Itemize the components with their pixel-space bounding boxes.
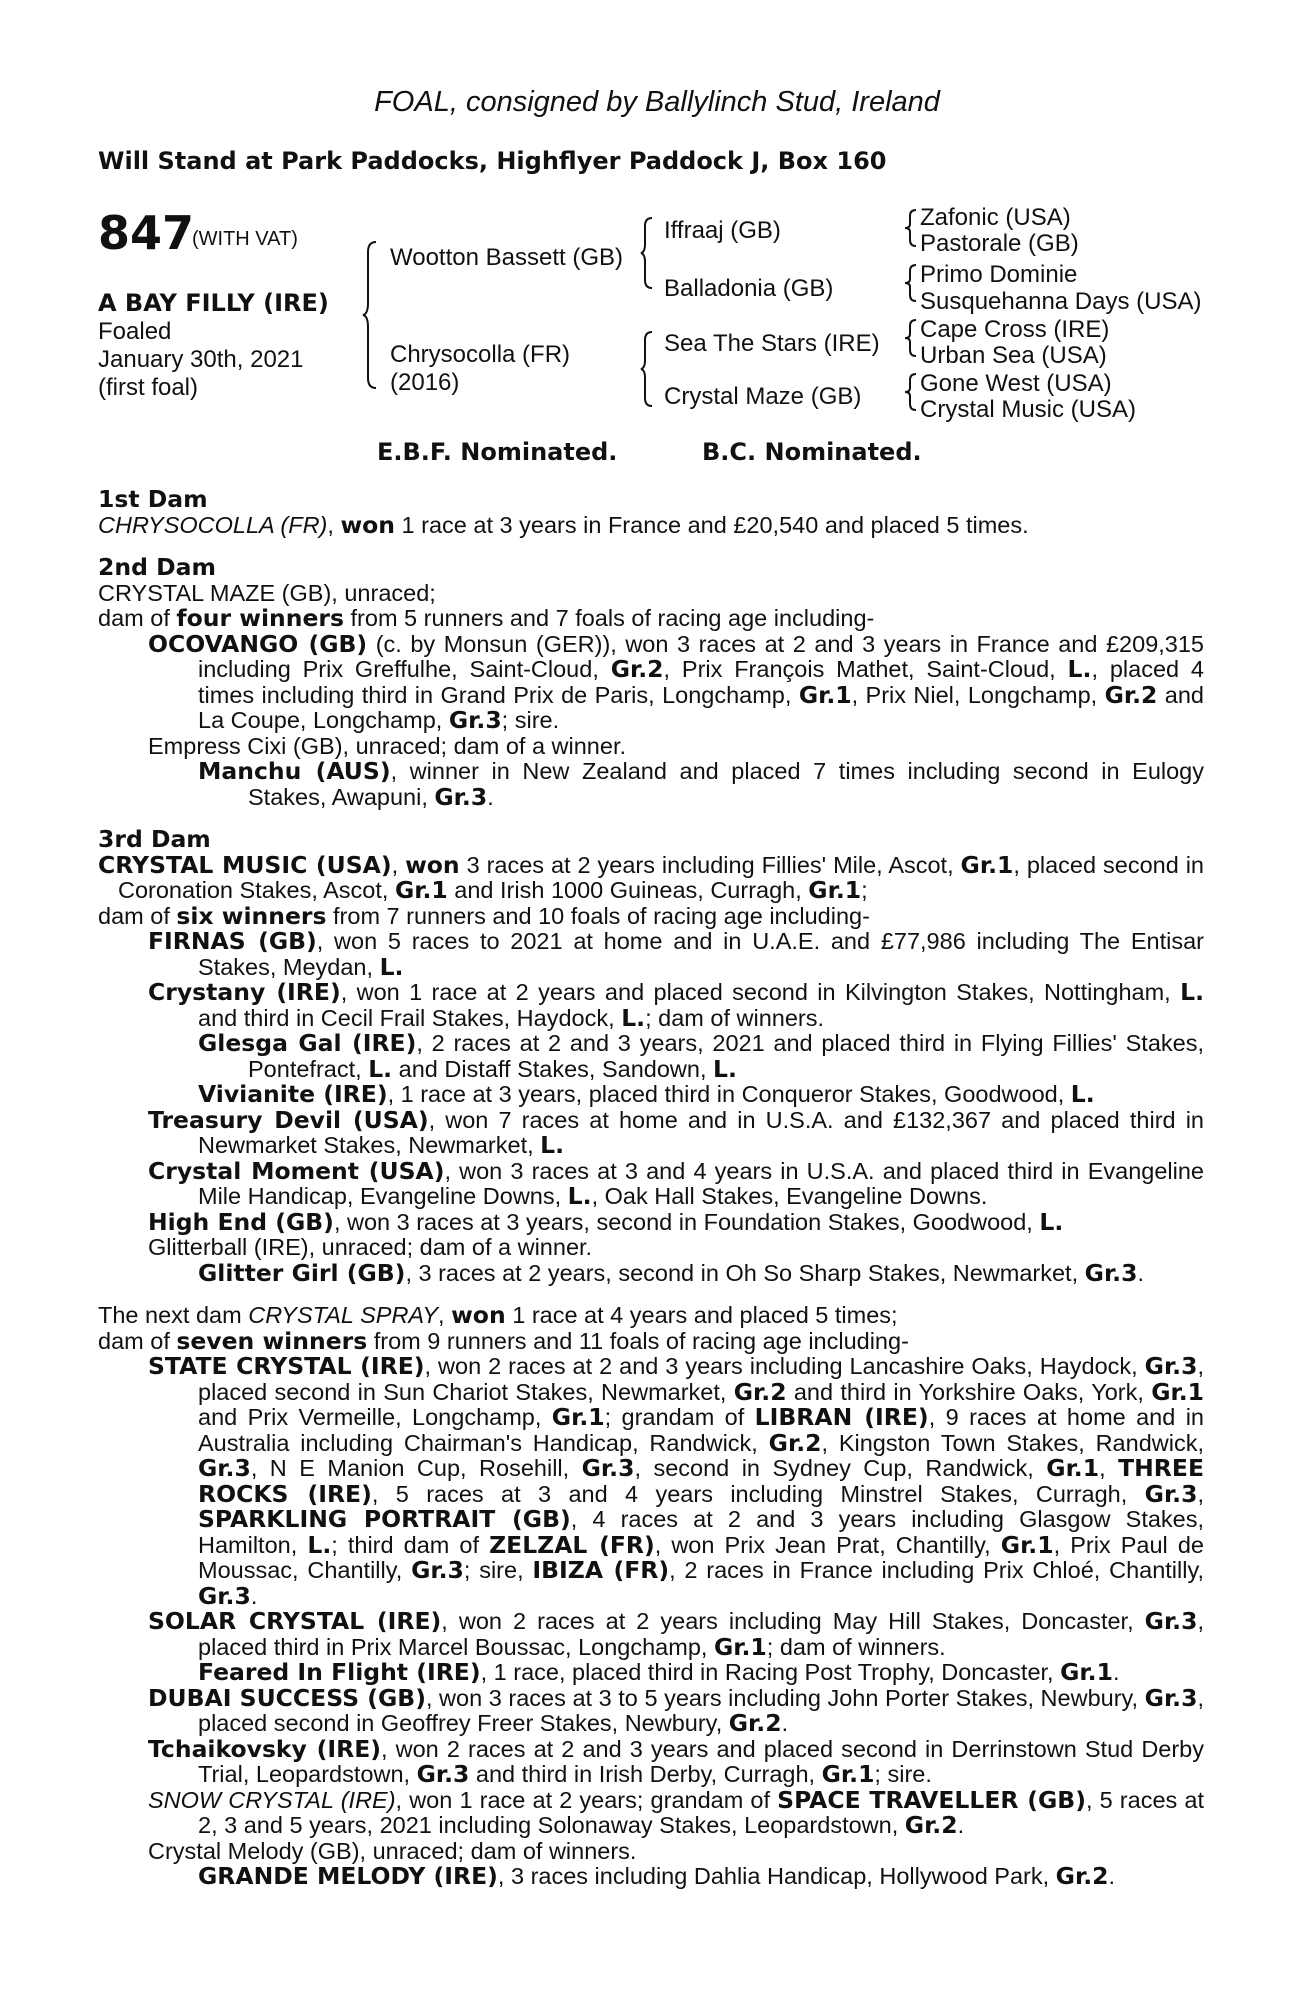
horse-name: A BAY FILLY (IRE): [98, 289, 329, 317]
second-dam-heading: 2nd Dam: [98, 553, 216, 581]
pedigree-g4: Susquehanna Days (USA): [920, 288, 1202, 315]
catalogue-text: [98, 487, 1204, 1890]
pedigree-g3: Primo Dominie: [920, 261, 1078, 288]
produce-entry: Glesga Gal (IRE), 2 races at 2 and 3 years, 2021 and placed third in Flying Fillies' Stakes, Pontefract, L. and Distaff Stakes, Sandown, L.: [198, 1029, 1204, 1083]
third-dam-entry: CRYSTAL MUSIC (USA), won 3 races at 2 years including Fillies' Mile, Ascot, Gr.1, placed second in Coronation Stakes, Ascot, Gr.1 and Irish 1000 Guineas, Curragh, Gr.1;: [98, 850, 1204, 904]
produce-entry: High End (GB), won 3 races at 3 years, second in Foundation Stakes, Goodwood, L.: [148, 1207, 1064, 1236]
produce-entry: Manchu (AUS), winner in New Zealand and placed 7 times including second in Eulogy Stakes, Awapuni, Gr.3.: [198, 757, 1204, 811]
pedigree-dam-sire: Sea The Stars (IRE): [664, 330, 880, 357]
pedigree-sire-dam: Balladonia (GB): [664, 275, 834, 302]
produce-entry: Empress Cixi (GB), unraced; dam of a winner.: [148, 732, 627, 759]
produce-entry: FIRNAS (GB), won 5 races to 2021 at home and in U.A.E. and £77,986 including The Entisar Stakes, Meydan, L.: [148, 927, 1204, 981]
foaled-note: (first foal): [98, 374, 199, 401]
pedigree-sire-sire: Iffraaj (GB): [664, 217, 781, 244]
pedigree-brace-g4: [904, 372, 920, 412]
next-dam-produce: dam of seven winners from 9 runners and 11 foals of racing age including-: [98, 1326, 909, 1355]
foaled-line: Foaled: [98, 318, 172, 345]
page-title: FOAL, consigned by Ballylinch Stud, Ireland: [374, 86, 940, 118]
foaled-info: [98, 318, 304, 402]
produce-entry: Treasury Devil (USA), won 7 races at home and in U.S.A. and £132,367 and placed third in Newmarket Stakes, Newmarket, L.: [148, 1105, 1205, 1159]
produce-entry: STATE CRYSTAL (IRE), won 2 races at 2 and 3 years including Lancashire Oaks, Haydock, Gr.3, placed second in Sun Chariot Stakes, Newmarket, Gr.2 and third in Yorkshire Oaks, York, Gr.1 and Prix Vermeille, Longchamp, Gr.1; grandam of LIBRAN (IRE), 9 races at home and in Australia including Chairman's Handicap, Randwick, Gr.2, Kingston Town Stakes, Randwick, Gr.3, N E Manion Cup, Rosehill, Gr.3, second in Sydney Cup, Randwick, Gr.1, THREE ROCKS (IRE), 5 races at 3 and 4 years including Minstrel Stakes, Curragh, Gr.3, SPARKLING PORTRAIT (GB), 4 races at 2 and 3 years including Glasgow Stakes, Hamilton, L.; third dam of ZELZAL (FR), won Prix Jean Prat, Chantilly, Gr.1, Prix Paul de Moussac, Chantilly, Gr.3; sire, IBIZA (FR), 2 races in France including Prix Chloé, Chantilly, Gr.3.: [148, 1352, 1205, 1610]
pedigree-g1: Zafonic (USA): [920, 204, 1071, 231]
foaled-date: January 30th, 2021: [98, 346, 304, 373]
ebf-nomination: E.B.F. Nominated.: [377, 438, 618, 466]
pedigree-brace-g1: [904, 208, 920, 248]
second-dam-entry: CRYSTAL MAZE (GB), unraced;: [98, 579, 436, 606]
pedigree-g7: Gone West (USA): [920, 370, 1112, 397]
pedigree-dam: Chrysocolla (FR): [390, 341, 571, 368]
produce-entry: SOLAR CRYSTAL (IRE), won 2 races at 2 years including May Hill Stakes, Doncaster, Gr.3, placed third in Prix Marcel Boussac, Longchamp, Gr.1; dam of winners.: [148, 1607, 1204, 1661]
third-dam-heading: 3rd Dam: [98, 825, 211, 853]
next-dam-entry: The next dam CRYSTAL SPRAY, won 1 race at 4 years and placed 5 times;: [98, 1301, 898, 1329]
produce-entry: Vivianite (IRE), 1 race at 3 years, placed third in Conqueror Stakes, Goodwood, L.: [198, 1080, 1095, 1108]
pedigree-g6: Urban Sea (USA): [920, 342, 1107, 369]
third-dam-produce: dam of six winners from 7 runners and 10 foals of racing age including-: [98, 901, 870, 930]
first-dam-heading: 1st Dam: [98, 485, 208, 513]
vat-label: (WITH VAT): [192, 228, 298, 250]
produce-entry: Tchaikovsky (IRE), won 2 races at 2 and 3 years and placed second in Derrinstown Stud Derby Trial, Leopardstown, Gr.3 and third in Irish Derby, Curragh, Gr.1; sire.: [148, 1734, 1205, 1788]
produce-entry: OCOVANGO (GB) (c. by Monsun (GER)), won 3 races at 2 and 3 years in France and £209,315 including Prix Greffulhe, Saint-Cloud, Gr.2, Prix François Mathet, Saint-Cloud, L., placed 4 times including third in Grand Prix de Paris, Longchamp, Gr.1, Prix Niel, Longchamp, Gr.2 and La Coupe, Longchamp, Gr.3; sire.: [148, 629, 1204, 734]
produce-entry: GRANDE MELODY (IRE), 3 races including Dahlia Handicap, Hollywood Park, Gr.2.: [198, 1862, 1116, 1890]
pedigree-brace-g3: [904, 318, 920, 358]
bc-nomination: B.C. Nominated.: [702, 438, 922, 466]
second-dam-produce: dam of four winners from 5 runners and 7 foals of racing age including-: [98, 604, 875, 632]
stand-location: Will Stand at Park Paddocks, Highflyer Paddock J, Box 160: [98, 147, 887, 175]
pedigree-g5: Cape Cross (IRE): [920, 316, 1110, 343]
produce-entry: Crystal Melody (GB), unraced; dam of winners.: [148, 1837, 637, 1864]
pedigree-sire: Wootton Bassett (GB): [390, 244, 623, 271]
pedigree-dam-dam: Crystal Maze (GB): [664, 383, 862, 410]
produce-entry: SNOW CRYSTAL (IRE), won 1 race at 2 years; grandam of SPACE TRAVELLER (GB), 5 races at 2, 3 and 5 years, 2021 including Solonaway Stakes, Leopardstown, Gr.2.: [148, 1785, 1204, 1839]
pedigree-dam-year: (2016): [390, 369, 460, 396]
produce-entry: DUBAI SUCCESS (GB), won 3 races at 3 to 5 years including John Porter Stakes, Newbury, Gr.3, placed second in Geoffrey Freer Stakes, Newbury, Gr.2.: [148, 1683, 1204, 1737]
produce-entry: Crystany (IRE), won 1 race at 2 years and placed second in Kilvington Stakes, Nottingham, L. and third in Cecil Frail Stakes, Haydock, L.; dam of winners.: [148, 978, 1204, 1032]
pedigree-brace-dam: [640, 330, 656, 408]
pedigree-brace-main: [362, 240, 380, 390]
lot-number: 847: [98, 206, 195, 260]
pedigree-g2: Pastorale (GB): [920, 230, 1079, 257]
produce-entry: Feared In Flight (IRE), 1 race, placed third in Racing Post Trophy, Doncaster, Gr.1.: [198, 1658, 1120, 1686]
pedigree-brace-g2: [904, 263, 920, 303]
produce-entry: Glitter Girl (GB), 3 races at 2 years, second in Oh So Sharp Stakes, Newmarket, Gr.3.: [198, 1258, 1144, 1287]
pedigree-g8: Crystal Music (USA): [920, 396, 1137, 423]
first-dam-entry: CHRYSOCOLLA (FR), won 1 race at 3 years in France and £20,540 and placed 5 times.: [98, 510, 1029, 539]
pedigree-brace-sire: [640, 216, 656, 290]
produce-entry: Glitterball (IRE), unraced; dam of a winner.: [148, 1234, 593, 1260]
produce-entry: Crystal Moment (USA), won 3 races at 3 and 4 years in U.S.A. and placed third in Evangeline Mile Handicap, Evangeline Downs, L., Oak Hall Stakes, Evangeline Downs.: [148, 1156, 1205, 1210]
